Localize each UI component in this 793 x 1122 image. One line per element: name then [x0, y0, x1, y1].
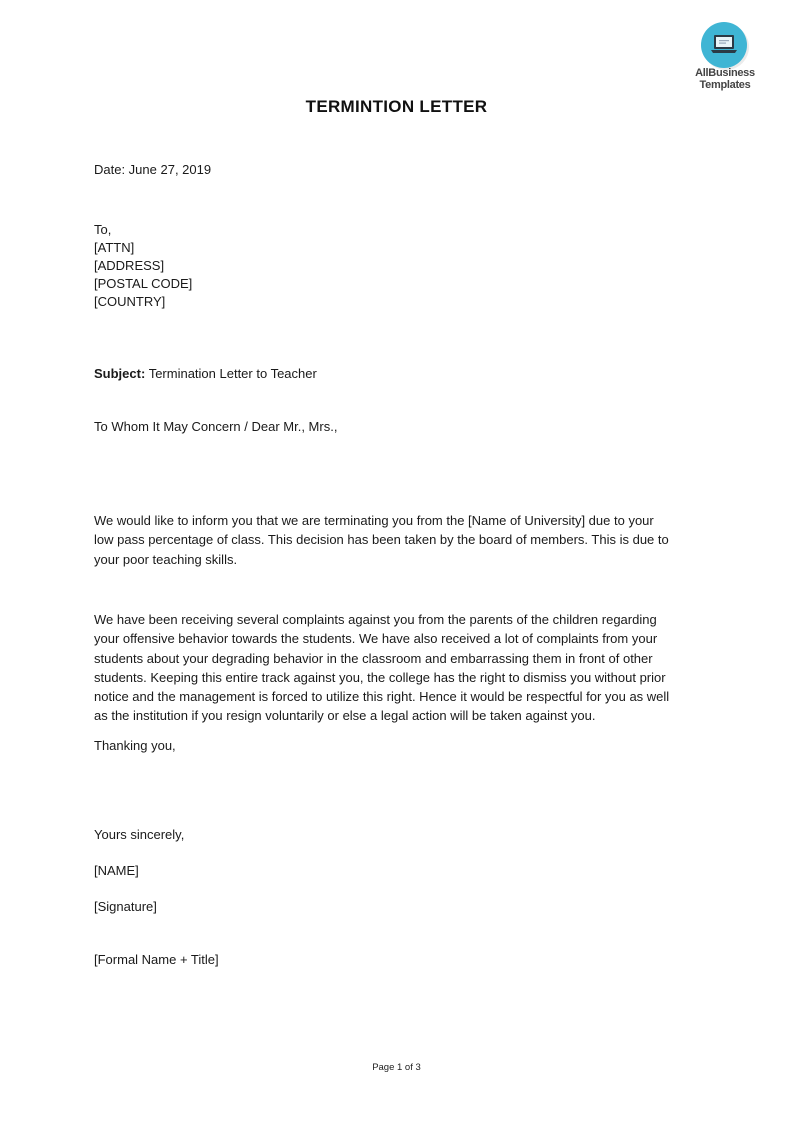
- paragraph-line: students. Keeping this entire track against you, the college has the right to dismiss you without prior: [94, 669, 666, 685]
- body-paragraph-2: [94, 610, 704, 726]
- allbusiness-templates-logo: [690, 22, 760, 94]
- thanking-line: Thanking you,: [94, 738, 176, 753]
- subject-label: Subject:: [94, 366, 146, 381]
- logo-wordmark: [690, 67, 760, 91]
- recipient-attn: [ATTN]: [94, 240, 135, 255]
- paragraph-line: low pass percentage of class. This decision has been taken by the board of members. This is due to: [94, 532, 669, 548]
- paragraph-line: We have been receiving several complaints against you from the parents of the children regarding: [94, 612, 657, 627]
- logo-line-1: AllBusiness: [695, 67, 755, 79]
- recipient-address: [ADDRESS]: [94, 258, 165, 273]
- recipient-country: [COUNTRY]: [94, 294, 166, 309]
- closing-line: Yours sincerely,: [94, 827, 185, 842]
- sender-formal-name-title: [Formal Name + Title]: [94, 952, 219, 967]
- page-number: Page 1 of 3: [372, 1062, 421, 1073]
- paragraph-line: students about your degrading behavior in the classroom and embarrassing them in front of other: [94, 650, 653, 666]
- salutation: To Whom It May Concern / Dear Mr., Mrs.,: [94, 419, 338, 434]
- letter-date: Date: June 27, 2019: [94, 162, 212, 177]
- paragraph-line: your poor teaching skills.: [94, 551, 238, 567]
- paragraph-line: We would like to inform you that we are terminating you from the [Name of University] due to your: [94, 513, 654, 528]
- document-title: TERMINTION LETTER: [305, 97, 488, 116]
- laptop-icon: [711, 34, 737, 56]
- paragraph-line: your offensive behavior towards the students. We have also received a lot of complaints from your: [94, 631, 658, 647]
- paragraph-line: as the institution if you resign voluntarily or else a legal action will be taken against you.: [94, 708, 596, 724]
- sender-signature: [Signature]: [94, 899, 157, 914]
- logo-line-2: Templates: [699, 79, 751, 91]
- recipient-to: To,: [94, 222, 112, 237]
- logo-badge: [701, 22, 747, 68]
- sender-name: [NAME]: [94, 863, 139, 878]
- paragraph-line: notice and the management is forced to utilize this right. Hence it would be respectful for you as well: [94, 689, 670, 705]
- body-paragraph-1: [94, 511, 704, 569]
- subject-text: Termination Letter to Teacher: [148, 366, 317, 381]
- subject-line: [94, 365, 317, 383]
- recipient-postal-code: [POSTAL CODE]: [94, 276, 193, 291]
